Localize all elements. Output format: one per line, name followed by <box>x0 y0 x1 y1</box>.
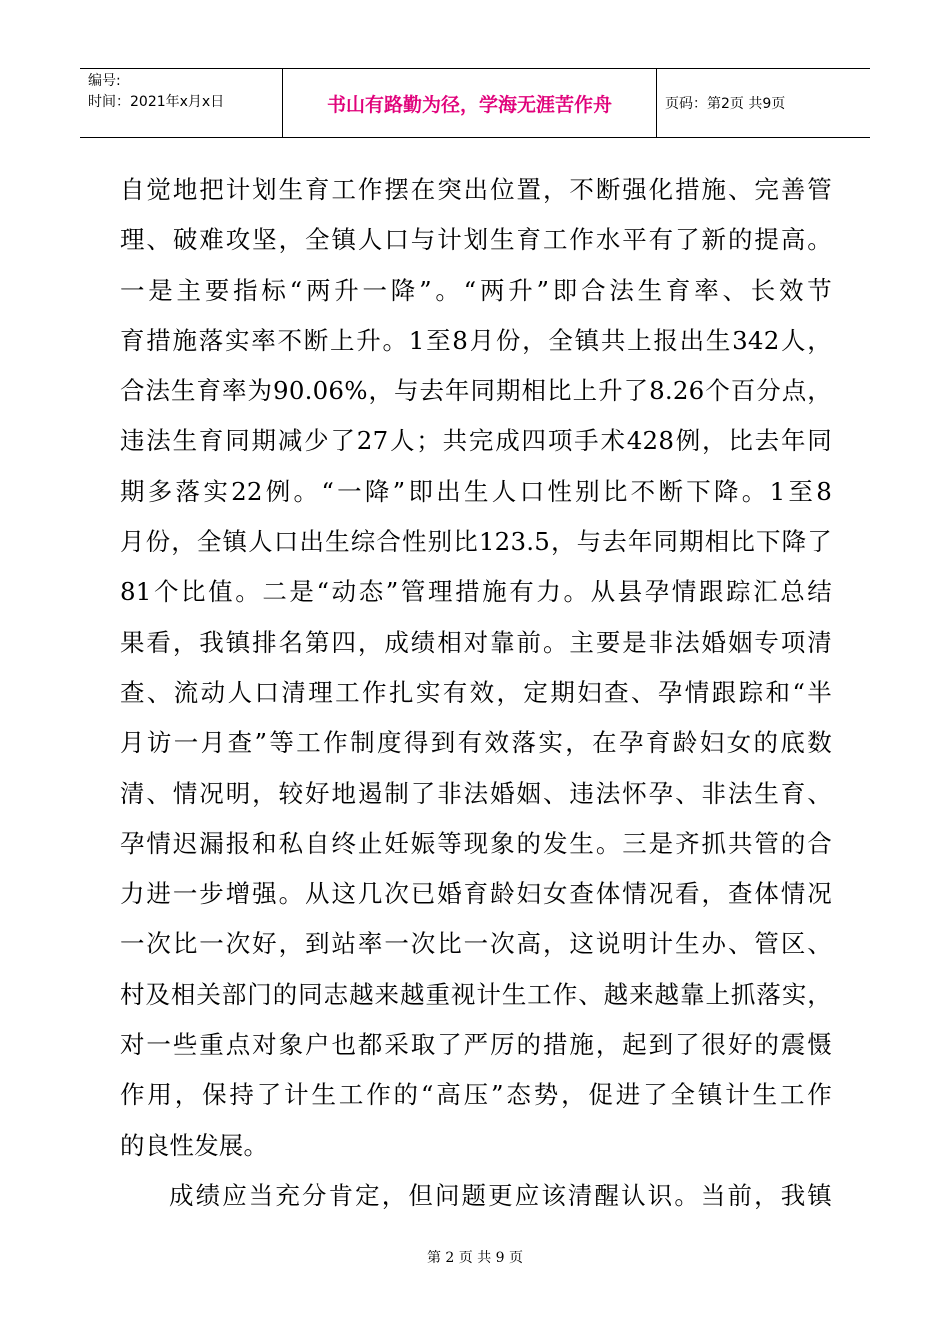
body-line: 村及相关部门的同志越来越重视计生工作、越来越靠上抓落实， <box>120 979 832 1009</box>
body-line: 果看，我镇排名第四，成绩相对靠前。主要是非法婚姻专项清 <box>120 627 832 657</box>
body-line: 清、情况明，较好地遏制了非法婚姻、违法怀孕、非法生育、 <box>120 778 832 808</box>
body-line: 孕情迟漏报和私自终止妊娠等现象的发生。三是齐抓共管的合 <box>120 828 832 858</box>
document-number-label: 编号: <box>88 73 121 89</box>
body-line: 育措施落实率不断上升。1至8月份，全镇共上报出生342人， <box>120 325 832 355</box>
body-line: 一次比一次好，到站率一次比一次高，这说明计生办、管区、 <box>120 929 832 959</box>
header-meta <box>80 69 283 137</box>
page-footer: 第 2 页 共 9 页 <box>426 1250 524 1266</box>
document-time-label: 时间：2021年x月x日 <box>88 94 225 110</box>
body-line: 力进一步增强。从这几次已婚育龄妇女查体情况看，查体情况 <box>120 879 832 909</box>
body-line: 的良性发展。 <box>120 1130 269 1160</box>
body-line: 81个比值。二是“动态”管理措施有力。从县孕情跟踪汇总结 <box>120 577 832 607</box>
header-motto: 书山有路勤为径，学海无涯苦作舟 <box>283 69 657 137</box>
page-header <box>80 68 870 138</box>
document-body <box>120 165 832 1221</box>
body-line: 对一些重点对象户也都采取了严厉的措施，起到了很好的震慑 <box>120 1030 832 1060</box>
body-line: 违法生育同期减少了27人；共完成四项手术428例，比去年同 <box>120 426 832 456</box>
body-line: 自觉地把计划生育工作摆在突出位置，不断强化措施、完善管 <box>120 175 832 204</box>
body-line: 查、流动人口清理工作扎实有效，定期妇查、孕情跟踪和“半 <box>120 677 832 707</box>
body-line-paragraph-start: 成绩应当充分肯定，但问题更应该清醒认识。当前，我镇 <box>169 1180 832 1210</box>
body-line: 一是主要指标“两升一降”。“两升”即合法生育率、长效节 <box>120 275 832 305</box>
body-line: 作用，保持了计生工作的“高压”态势，促进了全镇计生工作 <box>120 1080 832 1110</box>
body-line: 理、破难攻坚，全镇人口与计划生育工作水平有了新的提高。 <box>120 225 832 255</box>
body-line: 合法生育率为90.06%，与去年同期相比上升了8.26个百分点， <box>120 376 832 406</box>
body-line: 月访一月查”等工作制度得到有效落实，在孕育龄妇女的底数 <box>120 728 832 758</box>
header-page-info: 页码：第2页 共9页 <box>665 96 786 112</box>
body-line: 期多落实22例。“一降”即出生人口性别比不断下降。1至8 <box>120 476 832 506</box>
body-line: 月份，全镇人口出生综合性别比123.5，与去年同期相比下降了 <box>120 527 832 557</box>
